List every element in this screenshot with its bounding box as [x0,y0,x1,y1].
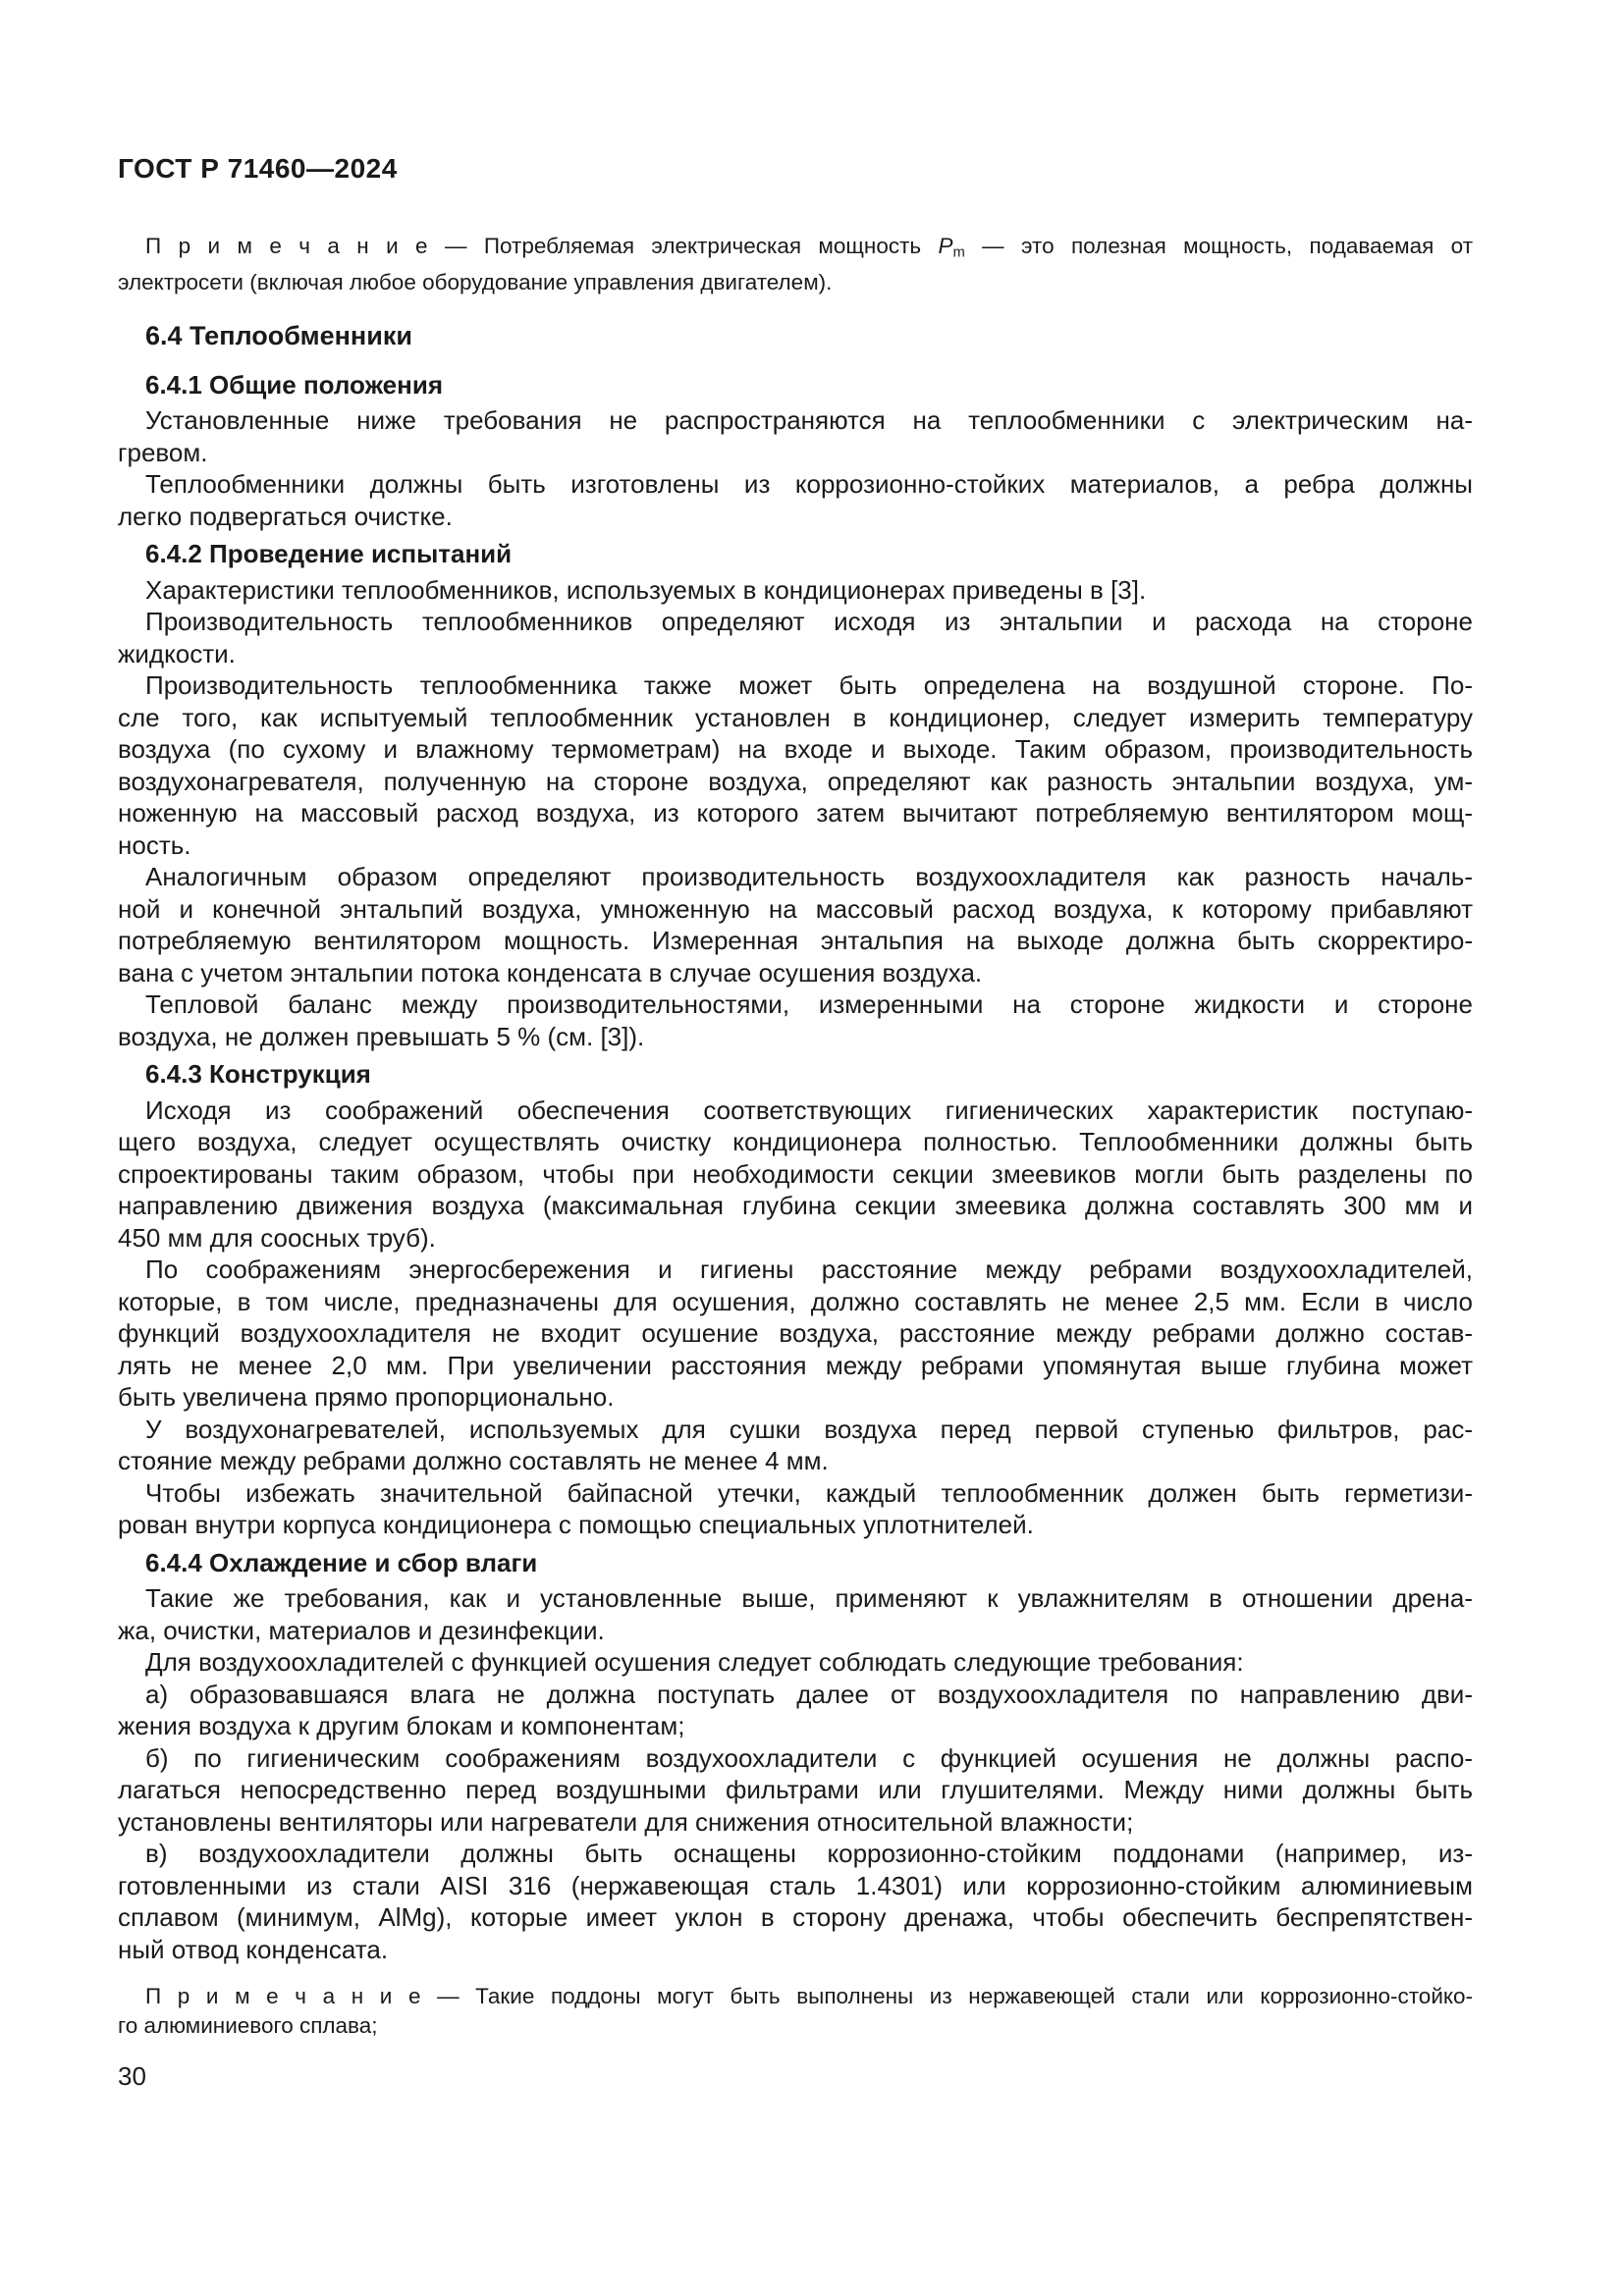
section-heading: 6.4 Теплообменники [145,320,412,350]
paragraph [118,1414,1473,1477]
text-line: вана с учетом энтальпии потока конденсата в случае осушения воздуха. [118,957,983,988]
text-line: готовленными из стали AISI 316 (нержавеющая сталь 1.4301) или коррозионно-стойким алюминиевым [118,1870,1473,1900]
paragraph [118,404,1473,468]
page-number: 30 [118,2061,146,2091]
paragraph [118,1679,1473,1742]
text-line: направлению движения воздуха (максимальная глубина секции змеевика должна составлять 300 мм и [118,1191,1473,1221]
note-paragraph [118,232,1473,297]
text-line: Для воздухоохладителей с функцией осушения следует соблюдать следующие требования: [145,1647,1244,1678]
paragraph [118,1095,1473,1255]
text-line: спроектированы таким образом, чтобы при необходимости секции змеевиков могли быть разделены по [118,1158,1473,1189]
text-line: рован внутри корпуса кондиционера с помощью специальных уплотнителей. [118,1510,1034,1540]
text-line: стояние между ребрами должно составлять не менее 4 мм. [118,1446,829,1476]
text-line: По соображениям энергосбережения и гигиены расстояние между ребрами воздухоохладителей, [145,1255,1473,1285]
text-line: ной и конечной энтальпий воздуха, умноженную на массовый расход воздуха, к которому прибавляют [118,893,1473,924]
paragraph [118,606,1473,669]
doc-header: ГОСТ Р 71460—2024 [118,153,398,184]
text-line: Тепловой баланс между производительностями, измеренными на стороне жидкости и стороне [145,989,1473,1020]
section-heading: 6.4.2 Проведение испытаний [145,539,513,569]
paragraph [118,574,1473,607]
paragraph [118,468,1473,532]
text-line: жения воздуха к другим блокам и компонентам; [118,1711,685,1741]
text-line: Установленные ниже требования не распространяются на теплообменники с электрическим на- [145,405,1473,436]
text-line: б) по гигиеническим соображениям воздухоохладители с функцией осушения не должны распо- [145,1742,1473,1773]
text-line: П р и м е ч а н и е — Такие поддоны могут быть выполнены из нержавеющей стали или коррозионно-стойко- [145,1984,1473,2009]
text-line: жидкости. [118,638,236,668]
text-line: ный отвод конденсата. [118,1934,389,1964]
section-heading: 6.4.3 Конструкция [145,1059,371,1090]
text-line: Аналогичным образом определяют производительность воздухоохладителя как разность началь- [145,862,1473,892]
text-line: в) воздухоохладители должны быть оснащены коррозионно-стойким поддонами (например, из- [145,1839,1473,1869]
text-line: воздуха, не должен превышать 5 % (см. [3]). [118,1021,645,1051]
text-line: Производительность теплообменников определяют исходя из энтальпии и расхода на стороне [145,607,1473,637]
text-line: воздуха (по сухому и влажному термометрам) на входе и выходе. Таким образом, производительность [118,734,1473,765]
text-line: Характеристики теплообменников, используемых в кондиционерах приведены в [3]. [145,574,1147,605]
text-line: сле того, как испытуемый теплообменник установлен в кондиционер, следует измерить температуру [118,702,1473,732]
paragraph [118,1254,1473,1414]
section-heading: 6.4.4 Охлаждение и сбор влаги [145,1547,538,1577]
text-line: ноженную на массовый расход воздуха, из которого затем вычитают потребляемую вентилятором мощ- [118,798,1473,828]
text-line: Производительность теплообменника также может быть определена на воздушной стороне. По- [145,670,1473,701]
text-line: го алюминиевого сплава; [118,2013,378,2039]
paragraph [118,669,1473,861]
text-line: Исходя из соображений обеспечения соответствующих гигиенических характеристик поступаю- [145,1095,1473,1125]
text-line: жа, очистки, материалов и дезинфекции. [118,1615,605,1645]
text-line: установлены вентиляторы или нагреватели для снижения относительной влажности; [118,1806,1134,1837]
text-line: Такие же требования, как и установленные выше, применяют к увлажнителям в отношении дрена- [145,1583,1473,1614]
note-paragraph [118,1982,1473,2041]
text-line: электросети (включая любое оборудование управления двигателем). [118,269,833,294]
text-line: легко подвергаться очистке. [118,501,453,531]
text-line: быть увеличена прямо пропорционально. [118,1382,615,1413]
text-line: У воздухонагревателей, используемых для сушки воздуха перед первой ступенью фильтров, рас- [145,1414,1473,1444]
text-line: гревом. [118,437,208,467]
text-line: Теплообменники должны быть изготовлены из коррозионно-стойких материалов, а ребра должны [145,469,1473,500]
text-line: а) образовавшаяся влага не должна поступать далее от воздухоохладителя по направлению дви- [145,1679,1473,1709]
paragraph [118,1742,1473,1839]
text-line: 450 мм для соосных труб). [118,1222,436,1253]
text-line: потребляемую вентилятором мощность. Измеренная энтальпия на выходе должна быть скорректиро- [118,926,1473,956]
paragraph [118,1838,1473,1965]
paragraph [118,1477,1473,1541]
text-line: П р и м е ч а н и е — Потребляемая электрическая мощность $P_m$ — это полезная мощность, подаваемая от [145,234,1473,261]
text-line: лагаться непосредственно перед воздушными фильтрами или глушителями. Между ними должны быть [118,1775,1473,1805]
text-line: Чтобы избежать значительной байпасной утечки, каждый теплообменник должен быть герметизи- [145,1477,1473,1508]
paragraph [118,988,1473,1052]
text-line: сплавом (минимум, AlMg), которые имеет уклон в сторону дренажа, чтобы обеспечить беспрепятствен- [118,1902,1473,1933]
paragraph [118,1646,1473,1679]
text-line: щего воздуха, следует осуществлять очистку кондиционера полностью. Теплообменники должны быть [118,1127,1473,1157]
text-line: воздухонагревателя, полученную на стороне воздуха, определяют как разность энтальпии воздуха, ум- [118,766,1473,796]
text-line: лять не менее 2,0 мм. При увеличении расстояния между ребрами упомянутая выше глубина может [118,1350,1473,1380]
paragraph [118,1582,1473,1646]
doc-body [118,232,1473,2041]
text-line: функций воздухоохладителя не входит осушение воздуха, расстояние между ребрами должно состав- [118,1318,1473,1349]
section-heading: 6.4.1 Общие положения [145,369,443,400]
text-line: ность. [118,829,191,860]
text-line: которые, в том числе, предназначены для осушения, должно составлять не менее 2,5 мм. Если в число [118,1286,1473,1316]
paragraph [118,861,1473,988]
